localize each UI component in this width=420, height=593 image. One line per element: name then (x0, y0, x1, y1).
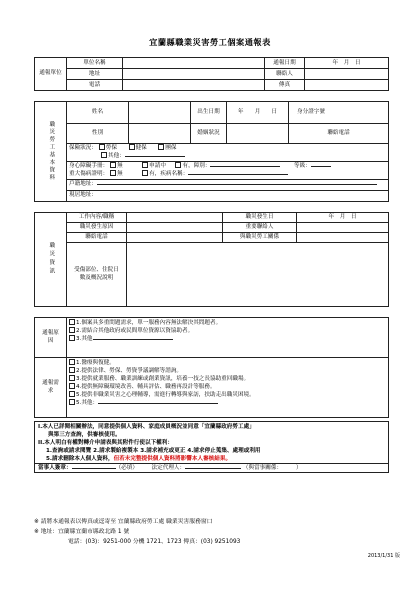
household-address-field[interactable] (97, 184, 377, 185)
disability-applying-label: 申請中 (149, 163, 166, 169)
name-field[interactable] (129, 102, 191, 124)
disability-level-field[interactable] (311, 166, 331, 167)
other-insurance-checkbox[interactable] (101, 152, 107, 158)
footer-line-3: 電話：(03)：9251-000 分機 1721、1723 傳真：(03) 9251093 (68, 539, 241, 545)
reason-table (34, 317, 389, 358)
insurance-row (67, 144, 389, 162)
unit-table (34, 57, 389, 91)
health-insurance-label: 健保 (135, 145, 147, 151)
disability-yes-checkbox[interactable] (175, 162, 181, 168)
disability-type-label: 有，障別： (182, 163, 211, 169)
guardian-label: 法定代理人： (151, 465, 186, 471)
disability-applying-checkbox[interactable] (142, 162, 148, 168)
accident-date-label: 職災發生日 (223, 213, 297, 223)
injury-label: 受傷部位、住院日數及概況說明 (67, 243, 127, 307)
disability-row (67, 162, 389, 180)
insurance-label: 保險狀況： (69, 145, 97, 151)
need-other-label: 5.其他： (76, 400, 99, 406)
unit-section-label: 通報單位 (35, 58, 67, 91)
id-label: 身分證字號 (289, 102, 389, 124)
labor-insurance-checkbox[interactable] (99, 144, 105, 150)
consent-line-1 (38, 423, 385, 431)
other-insurance-field[interactable] (125, 156, 185, 157)
guardian-field[interactable] (185, 468, 241, 469)
needs-table (34, 357, 389, 418)
group-insurance-checkbox[interactable] (158, 144, 164, 150)
relation-field[interactable] (297, 233, 389, 243)
accident-table (34, 212, 389, 307)
name-label: 姓名 (67, 102, 129, 124)
major-illness-none-label: 無 (116, 171, 123, 177)
reason-1-label: 1.個案具多重問題需求，單一服務內容無法解決其問題者。 (76, 320, 222, 326)
major-illness-yes-checkbox[interactable] (142, 170, 148, 176)
important-contact-label: 重要聯絡人 (223, 223, 297, 233)
birth-field[interactable]: 年 月 日 (227, 102, 289, 124)
unit-phone-label: 電話 (67, 80, 123, 91)
reason-3-checkbox[interactable] (69, 335, 75, 341)
disability-type-field[interactable] (210, 166, 280, 167)
consent-warning: 但若未完整提供個人資料將影響本人審核結果。 (113, 456, 232, 462)
consent-line-3: 1.查詢或請求閱覽 2.請求製給複製本 3.請求補充或更正 4.請求停止蒐集、處理或利用 (46, 448, 261, 454)
reason-2-label: 2.需結合其他政府或民間單位資源以資協助者。 (76, 328, 194, 334)
major-illness-none-checkbox[interactable] (110, 170, 116, 176)
current-address-label: 現居地址： (69, 192, 97, 198)
consent-line-4a: 5.請求刪除本人個人資料， (46, 456, 114, 462)
need-1-checkbox[interactable] (69, 359, 75, 365)
need-5-label: 5.提供非職業災害之心理輔導，需進行轉導與家訪，扶助走出職災困境。 (76, 392, 255, 398)
disability-label: 身心障礙手冊： (69, 163, 109, 169)
marital-field[interactable] (227, 124, 289, 144)
unit-name-field[interactable] (123, 58, 265, 69)
need-3-checkbox[interactable] (69, 375, 75, 381)
health-insurance-checkbox[interactable] (129, 144, 135, 150)
unit-fax-field[interactable] (305, 80, 389, 91)
reason-items (67, 318, 389, 358)
contact-person-label: 聯絡人 (265, 69, 305, 80)
form-title: 宜蘭縣職業災害勞工個案通報表 (149, 37, 271, 47)
contact-phone-label: 聯絡電話 (289, 124, 389, 144)
basic-table (34, 101, 389, 202)
job-content-label: 工作內容/職稱 (67, 213, 127, 223)
injury-field[interactable] (127, 243, 389, 307)
accident-date-field[interactable]: 年 月 日 (297, 213, 389, 223)
disability-none-checkbox[interactable] (110, 162, 116, 168)
version-date: 2013/1/31 版 (367, 553, 400, 559)
needs-section-label: 通報需求 (35, 358, 67, 418)
major-illness-name-label: 有，疾病名稱： (149, 171, 189, 177)
required-note: （必填） (115, 465, 138, 471)
need-other-field[interactable] (98, 403, 218, 404)
disability-none-label: 無 (116, 163, 123, 169)
reason-2-checkbox[interactable] (69, 327, 75, 333)
consent-line-1b: 與第三方查詢，供審核使用。 (48, 432, 121, 438)
consent-line-1a: I.本人已詳閱相關辦法，同意提供個人資料、家庭成員概況並同意「宜蘭縣政府勞工處」 (38, 424, 255, 430)
need-5-checkbox[interactable] (69, 391, 75, 397)
gender-label: 性別 (67, 124, 129, 144)
need-2-checkbox[interactable] (69, 367, 75, 373)
basic-section-label: 職災勞工基本資料 (35, 102, 67, 202)
birth-label: 出生日期 (191, 102, 227, 124)
accident-phone-label: 聯絡電話 (67, 233, 127, 243)
unit-fax-label: 傳真 (265, 80, 305, 91)
reason-other-field[interactable] (93, 339, 173, 340)
reason-section-label: 通報原因 (35, 318, 67, 358)
need-3-label: 3.提供就業服務、職業訓練或創業資訊，培養一技之長協助重回職場。 (76, 376, 250, 382)
labor-insurance-label: 勞保 (105, 145, 117, 151)
need-2-label: 2.提供法律、勞保、勞資爭議調解等諮詢。 (76, 368, 183, 374)
report-date-field[interactable]: 年 月 日 (305, 58, 389, 69)
group-insurance-label: 團保 (165, 145, 177, 151)
relation-label: 與職災勞工關係 (223, 233, 297, 243)
contact-person-field[interactable] (305, 69, 389, 80)
gender-field[interactable] (129, 124, 191, 144)
report-date-label: 通報日期 (265, 58, 305, 69)
household-address-label: 戶籍地址： (69, 181, 97, 187)
marital-label: 婚姻狀況 (191, 124, 227, 144)
major-illness-name-field[interactable] (188, 174, 288, 175)
need-other-checkbox[interactable] (69, 399, 75, 405)
address-row (67, 180, 389, 202)
signature-label: 當事人簽章： (38, 465, 72, 471)
guardian-relation-note: （與當事關係： ） (242, 465, 302, 471)
footer-line-2: ※ 地址：宜蘭縣宜蘭市縣政北路 1 號 (34, 529, 130, 535)
important-contact-field[interactable] (297, 223, 389, 233)
unit-phone-field[interactable] (123, 80, 265, 91)
job-content-field[interactable] (127, 213, 223, 223)
need-4-checkbox[interactable] (69, 383, 75, 389)
accident-cause-field[interactable] (127, 223, 223, 233)
footer-line-1: ※ 請將本通報表以傳真或逕寄至 宜蘭縣政府勞工處 職業災害服務窗口 (34, 519, 213, 525)
unit-name-label: 單位名稱 (67, 58, 123, 69)
reason-3-label: 3.其他 (76, 336, 93, 342)
reason-1-checkbox[interactable] (69, 319, 75, 325)
other-insurance-label: 其他： (108, 153, 125, 159)
consent-table (34, 421, 389, 473)
need-4-label: 4.提供無障礙環境改善、輔具評估、職務再設計等服務。 (76, 384, 216, 390)
consent-line-2: II.本人明白有權對轉介申請表與其附件行使以下權利： (38, 440, 173, 446)
signature-field[interactable] (72, 468, 116, 469)
consent-box (35, 422, 389, 473)
accident-phone-field[interactable] (127, 233, 223, 243)
accident-section-label: 職災資訊 (35, 213, 67, 307)
unit-address-label: 地址 (67, 69, 123, 80)
major-illness-label: 重大傷病證明： (69, 171, 109, 177)
accident-cause-label: 職災發生原因 (67, 223, 127, 233)
disability-level-label: 等級： (294, 163, 311, 169)
unit-address-field[interactable] (123, 69, 265, 80)
needs-items (67, 358, 389, 418)
need-1-label: 1.醫療與復健。 (76, 360, 115, 366)
